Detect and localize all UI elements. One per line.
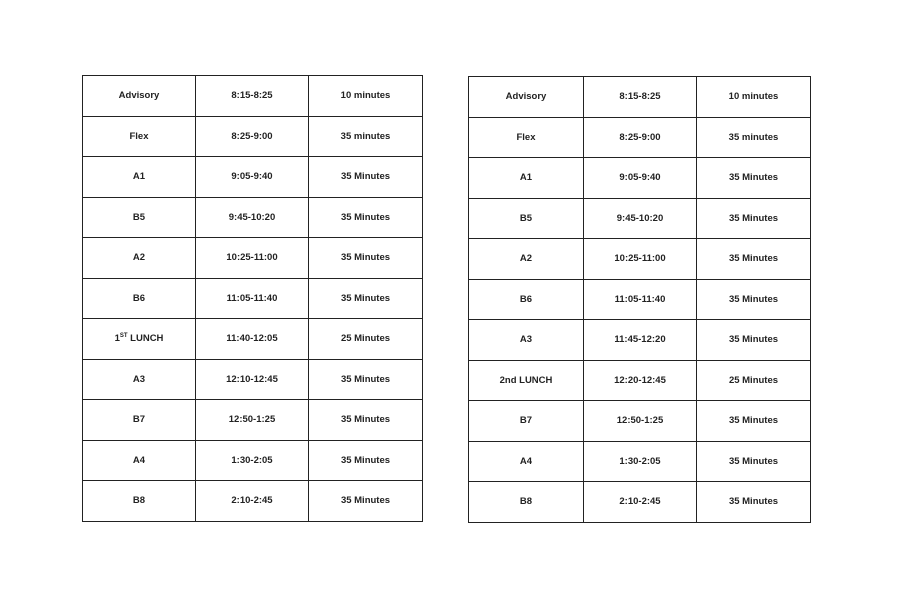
table-row: [469, 279, 811, 320]
duration-cell: 35 Minutes: [697, 239, 811, 280]
table-row: [469, 482, 811, 523]
period-cell: Flex: [83, 116, 196, 157]
time-cell: 8:15-8:25: [584, 77, 697, 118]
period-cell: Flex: [469, 117, 584, 158]
period-cell: B6: [469, 279, 584, 320]
time-cell: 12:10-12:45: [196, 359, 309, 400]
time-cell: 12:20-12:45: [584, 360, 697, 401]
duration-cell: 35 Minutes: [309, 278, 423, 319]
table-row: [469, 198, 811, 239]
table-row: [83, 440, 423, 481]
table-row: [469, 158, 811, 199]
period-cell: A2: [83, 238, 196, 279]
time-cell: 1:30-2:05: [196, 440, 309, 481]
duration-cell: 35 Minutes: [309, 197, 423, 238]
time-cell: 10:25-11:00: [584, 239, 697, 280]
duration-cell: 25 Minutes: [697, 360, 811, 401]
table-row: [469, 401, 811, 442]
time-cell: 10:25-11:00: [196, 238, 309, 279]
duration-cell: 35 Minutes: [309, 238, 423, 279]
time-cell: 8:25-9:00: [196, 116, 309, 157]
duration-cell: 35 Minutes: [697, 320, 811, 361]
duration-cell: 35 Minutes: [309, 359, 423, 400]
table-row: [469, 441, 811, 482]
period-cell-first-lunch: [83, 319, 196, 360]
second-lunch-schedule-table: [468, 76, 811, 523]
time-cell: 9:45-10:20: [584, 198, 697, 239]
period-cell: 2nd LUNCH: [469, 360, 584, 401]
period-cell: Advisory: [469, 77, 584, 118]
duration-cell: 35 Minutes: [697, 441, 811, 482]
duration-cell: 35 minutes: [697, 117, 811, 158]
time-cell: 12:50-1:25: [196, 400, 309, 441]
period-cell: B5: [469, 198, 584, 239]
time-cell: 2:10-2:45: [196, 481, 309, 522]
duration-cell: 35 Minutes: [697, 482, 811, 523]
duration-cell: 35 Minutes: [697, 279, 811, 320]
time-cell: 11:05-11:40: [584, 279, 697, 320]
period-cell: A4: [469, 441, 584, 482]
period-cell: A3: [83, 359, 196, 400]
duration-cell: 35 Minutes: [697, 198, 811, 239]
duration-cell: 35 Minutes: [309, 481, 423, 522]
first-lunch-schedule-table: [82, 75, 423, 522]
period-cell: A3: [469, 320, 584, 361]
table-row: [83, 238, 423, 279]
table-row: [83, 116, 423, 157]
table-row: [83, 481, 423, 522]
period-cell: B7: [83, 400, 196, 441]
time-cell: 1:30-2:05: [584, 441, 697, 482]
time-cell: 11:45-12:20: [584, 320, 697, 361]
table-row: [469, 117, 811, 158]
table-row: [83, 359, 423, 400]
time-cell: 9:05-9:40: [196, 157, 309, 198]
time-cell: 11:40-12:05: [196, 319, 309, 360]
table-row: [469, 320, 811, 361]
duration-cell: 25 Minutes: [309, 319, 423, 360]
duration-cell: 35 Minutes: [697, 158, 811, 199]
time-cell: 9:45-10:20: [196, 197, 309, 238]
period-prefix: 1: [114, 333, 120, 344]
table-row: [469, 77, 811, 118]
period-suffix: LUNCH: [127, 333, 164, 344]
table-row: [83, 319, 423, 360]
duration-cell: 10 minutes: [309, 76, 423, 117]
time-cell: 11:05-11:40: [196, 278, 309, 319]
period-cell: B8: [469, 482, 584, 523]
period-cell: A1: [469, 158, 584, 199]
time-cell: 8:15-8:25: [196, 76, 309, 117]
time-cell: 2:10-2:45: [584, 482, 697, 523]
period-cell: B8: [83, 481, 196, 522]
period-cell: B6: [83, 278, 196, 319]
duration-cell: 35 Minutes: [697, 401, 811, 442]
table-row: [83, 197, 423, 238]
duration-cell: 35 Minutes: [309, 157, 423, 198]
period-cell: Advisory: [83, 76, 196, 117]
duration-cell: 35 Minutes: [309, 440, 423, 481]
period-cell: B5: [83, 197, 196, 238]
table-row: [83, 76, 423, 117]
table-row: [83, 400, 423, 441]
table-row: [469, 360, 811, 401]
table-row: [469, 239, 811, 280]
duration-cell: 35 minutes: [309, 116, 423, 157]
period-cell: A4: [83, 440, 196, 481]
time-cell: 8:25-9:00: [584, 117, 697, 158]
time-cell: 12:50-1:25: [584, 401, 697, 442]
duration-cell: 10 minutes: [697, 77, 811, 118]
ordinal-superscript: ST: [119, 332, 128, 339]
time-cell: 9:05-9:40: [584, 158, 697, 199]
table-row: [83, 278, 423, 319]
period-cell: B7: [469, 401, 584, 442]
table-row: [83, 157, 423, 198]
period-cell: A1: [83, 157, 196, 198]
duration-cell: 35 Minutes: [309, 400, 423, 441]
period-cell: A2: [469, 239, 584, 280]
